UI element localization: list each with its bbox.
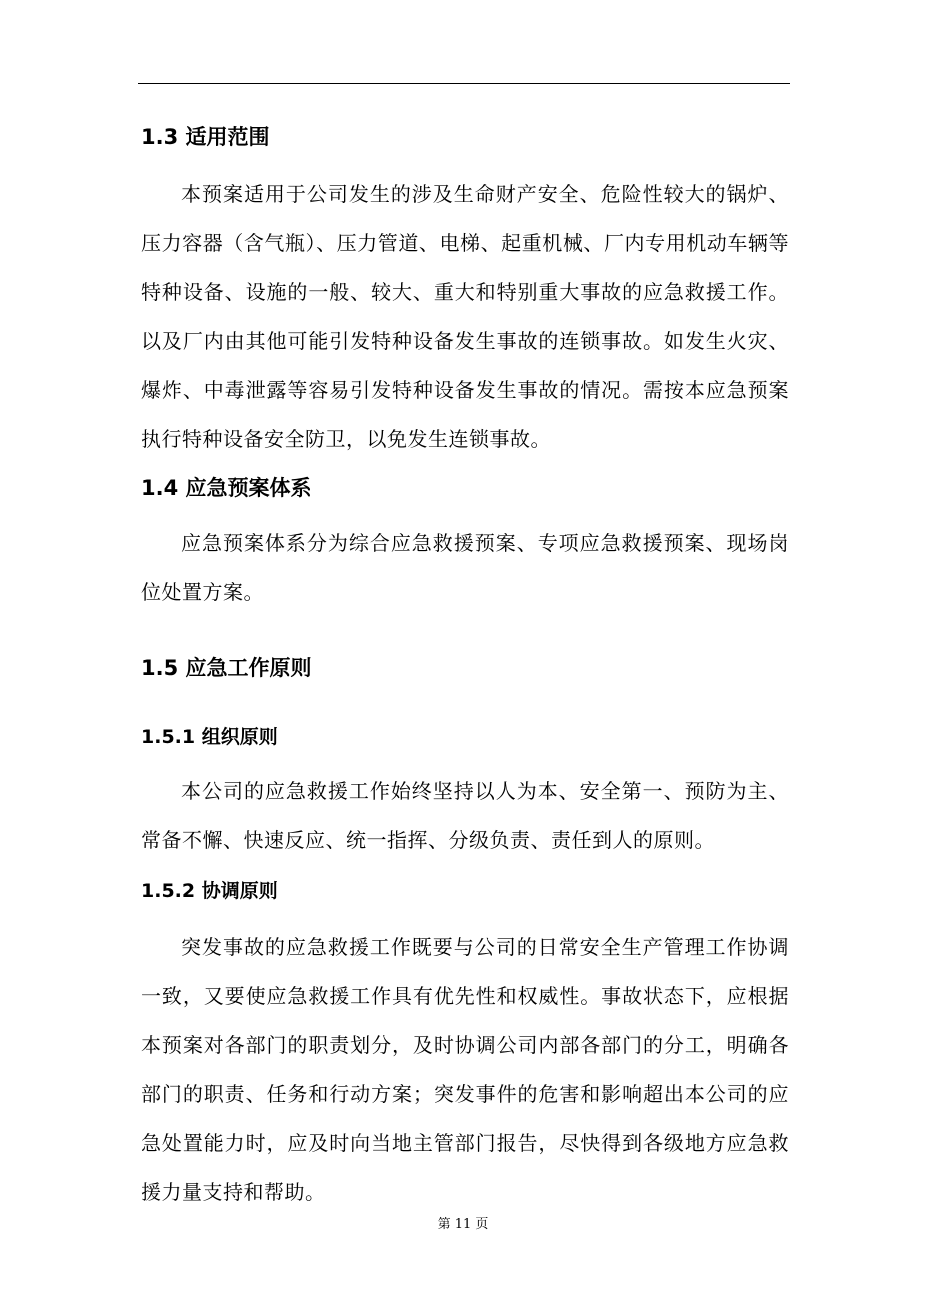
section-paragraph-1-5-2: 突发事故的应急救援工作既要与公司的日常安全生产管理工作协调一致，又要使应急救援工作具有优先性和权威性。事故状态下，应根据本预案对各部门的职责划分，及时协调公司内部各部门的分工，明确各部门的职责、任务和行动方案；突发事件的危害和影响超出本公司的应急处置能力时，应及时向当地主管部门报告，尽快得到各级地方应急救援力量支持和帮助。 [141, 935, 789, 1204]
section-paragraph-1-5-1: 本公司的应急救援工作始终坚持以人为本、安全第一、预防为主、常备不懈、快速反应、统一指挥、分级负责、责任到人的原则。 [141, 779, 789, 852]
section-heading-1-5-2: 1.5.2 协调原则 [141, 880, 278, 902]
section-paragraph-1-3: 本预案适用于公司发生的涉及生命财产安全、危险性较大的锅炉、压力容器（含气瓶）、压力管道、电梯、起重机械、厂内专用机动车辆等特种设备、设施的一般、较大、重大和特别重大事故的应急救援工作。以及厂内由其他可能引发特种设备发生事故的连锁事故。如发生火灾、爆炸、中毒泄露等容易引发特种设备发生事故的情况。需按本应急预案执行特种设备安全防卫，以免发生连锁事故。 [141, 182, 789, 451]
section-paragraph-1-4: 应急预案体系分为综合应急救援预案、专项应急救援预案、现场岗位处置方案。 [141, 531, 789, 604]
section-heading-1-5-1: 1.5.1 组织原则 [141, 726, 278, 748]
section-heading-1-5: 1.5 应急工作原则 [141, 656, 312, 680]
section-heading-1-4: 1.4 应急预案体系 [141, 476, 312, 500]
section-heading-1-3: 1.3 适用范围 [141, 125, 270, 149]
page-number: 第 11 页 [437, 1217, 489, 1232]
header-rule [138, 83, 790, 84]
document-body [141, 118, 789, 1217]
